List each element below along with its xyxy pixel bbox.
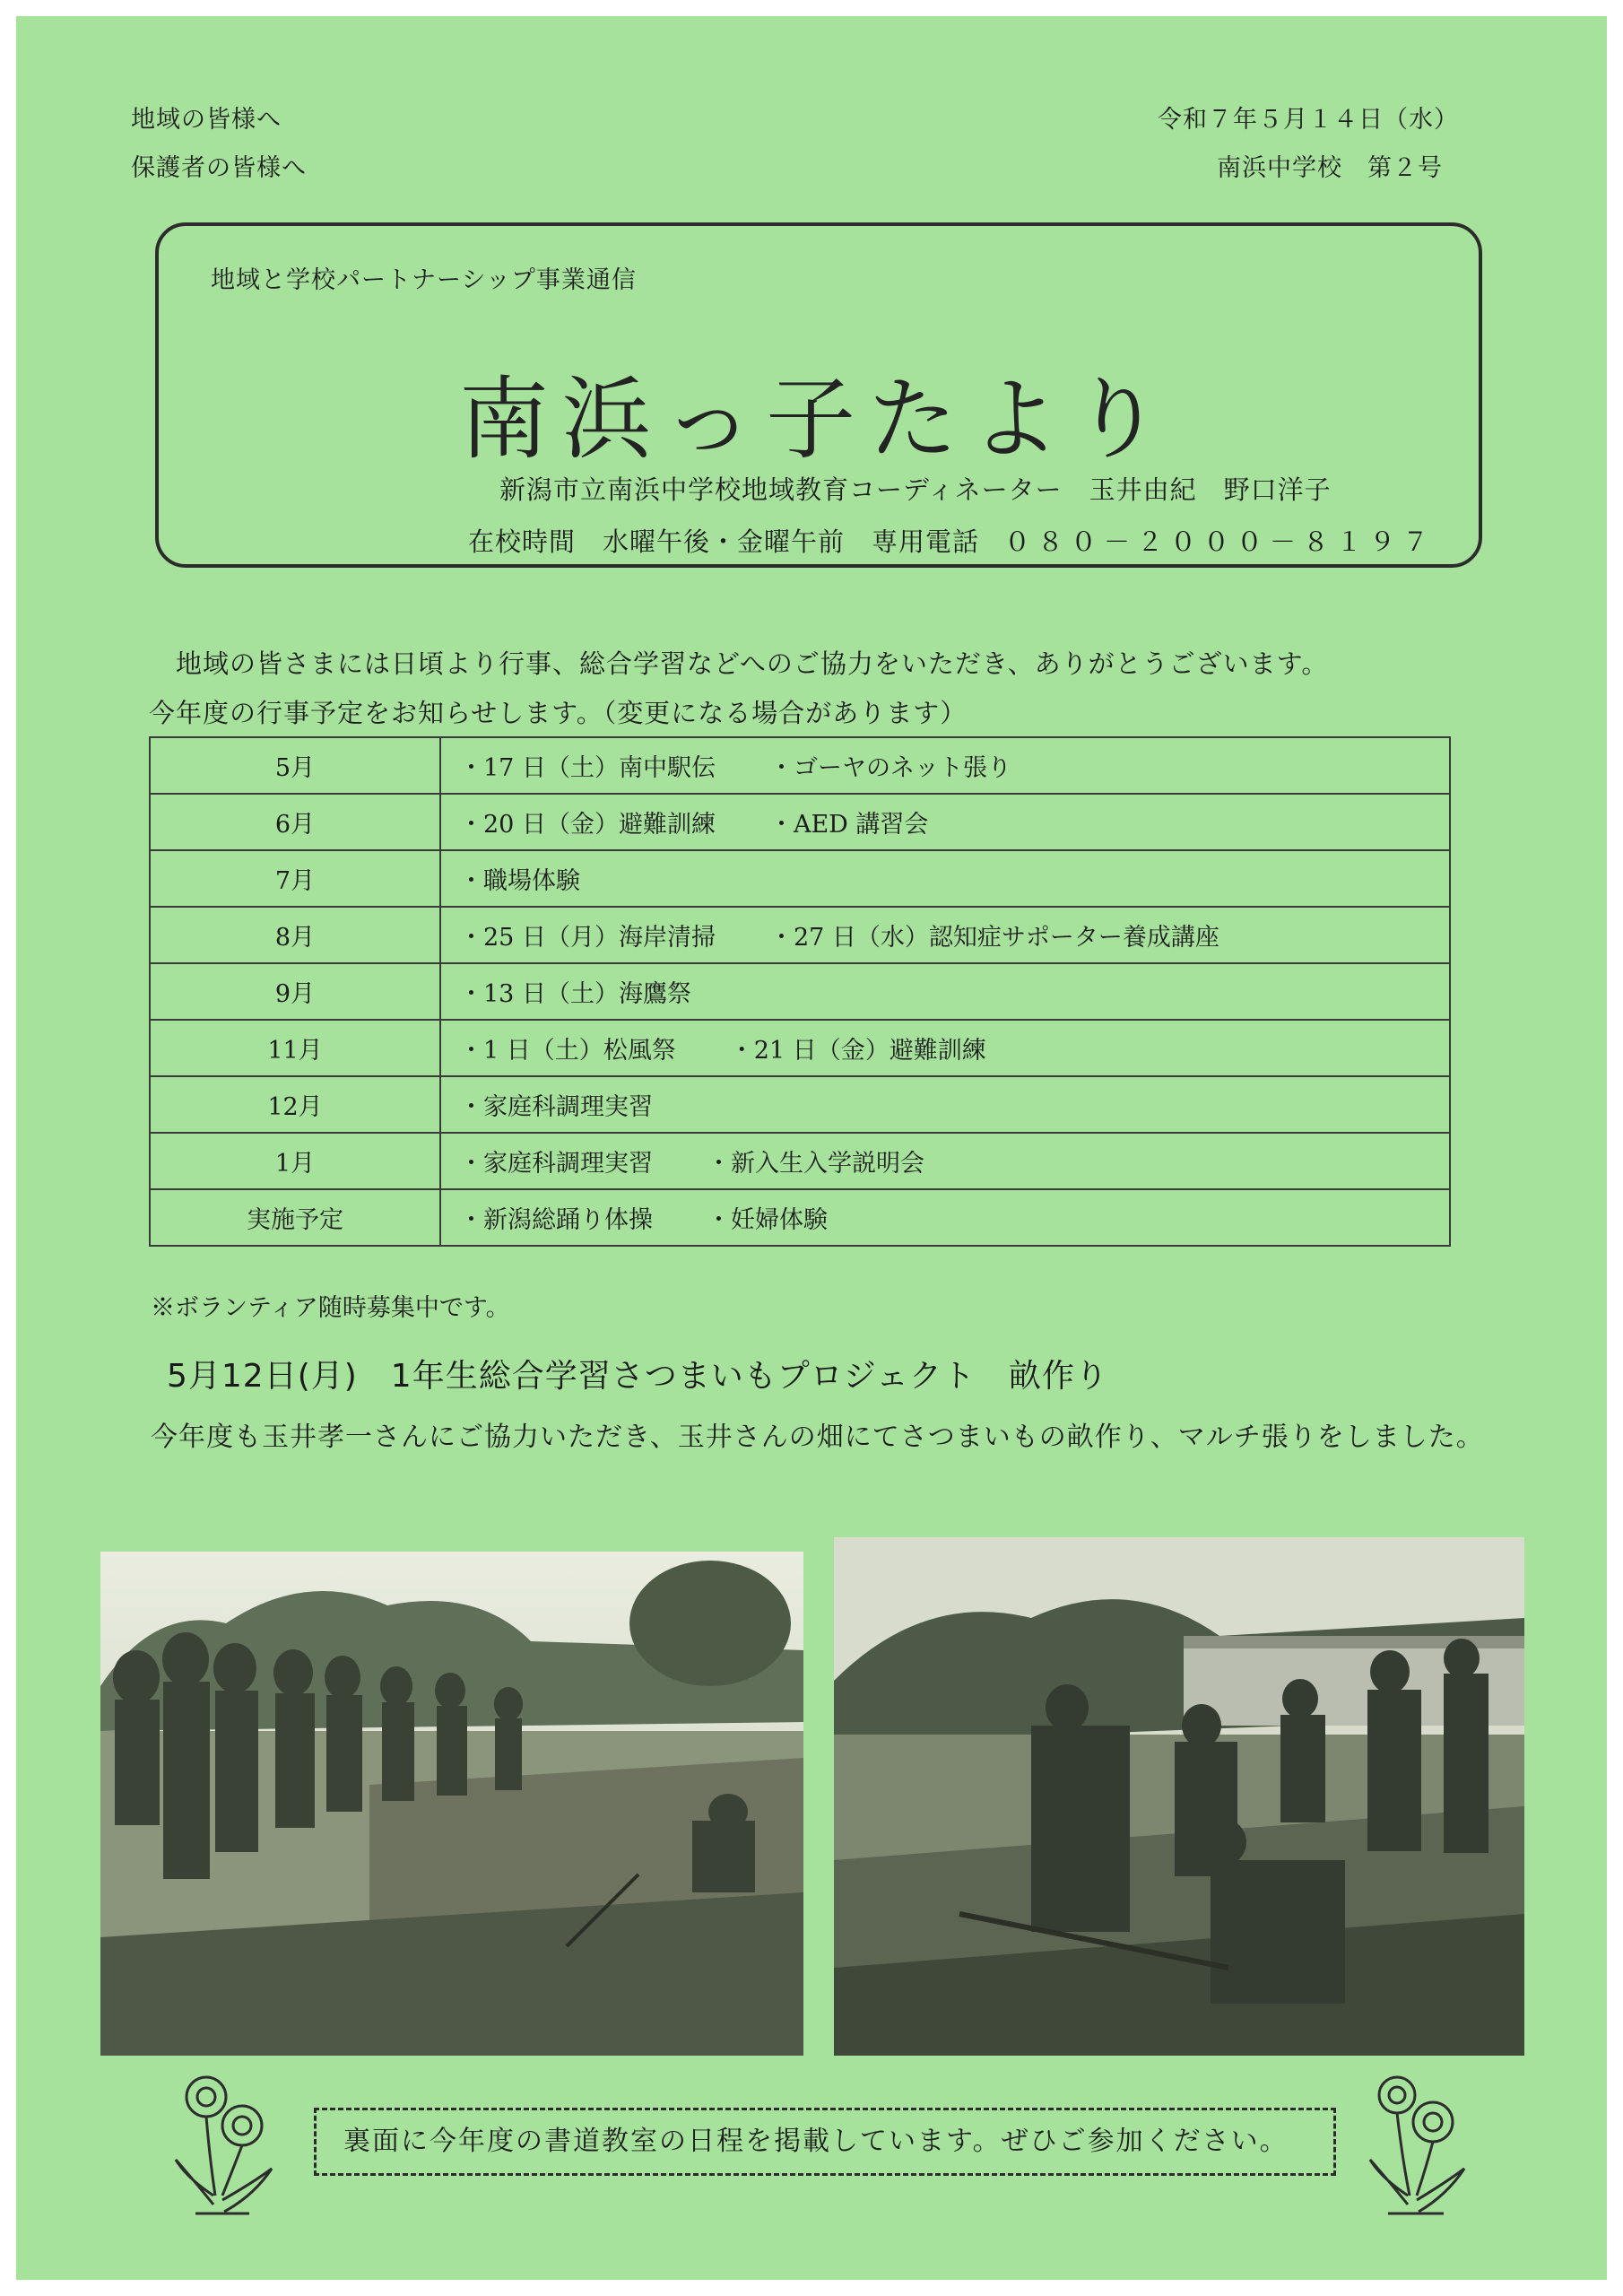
phone-number: ０８０－２０００－８１９７	[1004, 526, 1436, 557]
schedule-event: ・27 日（水）認知症サポーター養成講座	[768, 924, 1219, 952]
schedule-event: ・13 日（土）海鷹祭	[459, 980, 691, 1008]
schedule-month: 8月	[150, 907, 440, 963]
recipient-parents: 保護者の皆様へ	[131, 154, 307, 182]
coordinator-line: 新潟市立南浜中学校地域教育コーディネーター 玉井由紀 野口洋子	[499, 474, 1332, 505]
schedule-month: 12月	[150, 1076, 440, 1133]
schedule-events	[440, 850, 1450, 907]
photo-students-making-ridges	[834, 1537, 1524, 2056]
schedule-month: 5月	[150, 737, 440, 794]
schedule-row	[150, 1020, 1450, 1076]
schedule-event: ・21 日（金）避難訓練	[729, 1037, 986, 1065]
schedule-month: 6月	[150, 794, 440, 850]
schedule-row	[150, 1076, 1450, 1133]
field-demo-illustration	[100, 1552, 803, 2056]
schedule-event: ・職場体験	[459, 867, 580, 895]
schedule-event: ・家庭科調理実習	[459, 1150, 653, 1178]
recipient-community: 地域の皆様へ	[131, 106, 282, 134]
title-box	[155, 222, 1482, 568]
newsletter-page	[16, 16, 1607, 2280]
schedule-event: ・新入生入学説明会	[707, 1150, 924, 1178]
schedule-event: ・ゴーヤのネット張り	[768, 754, 1011, 782]
schedule-events	[440, 794, 1450, 850]
schedule-row	[150, 1189, 1450, 1246]
section-body: 今年度も玉井孝一さんにご協力いただき、玉井さんの畑にてさつまいもの畝作り、マルチ張りをしました。	[151, 1422, 1484, 1453]
schedule-event: ・1 日（土）松風祭	[459, 1037, 676, 1065]
schedule-event: ・17 日（土）南中駅伝	[459, 754, 716, 782]
photo-students-watching-demo	[100, 1552, 803, 2056]
schedule-row	[150, 1133, 1450, 1189]
schedule-event: ・AED 講習会	[768, 811, 929, 839]
section-title: 5月12日(月) 1年生総合学習さつまいもプロジェクト 畝作り	[167, 1358, 1108, 1395]
event-schedule-table	[149, 736, 1451, 1247]
schedule-events	[440, 1020, 1450, 1076]
schedule-month: 9月	[150, 963, 440, 1020]
schedule-events	[440, 1133, 1450, 1189]
contact-line	[468, 522, 1436, 559]
schedule-event: ・20 日（金）避難訓練	[459, 811, 716, 839]
dandelion-right-icon	[1361, 2070, 1469, 2222]
schedule-row	[150, 737, 1450, 794]
schedule-events	[440, 1076, 1450, 1133]
dandelion-left-icon	[169, 2070, 276, 2222]
newsletter-subtitle: 地域と学校パートナーシップ事業通信	[211, 266, 637, 294]
intro-line-1: 地域の皆さまには日頃より行事、総合学習などへのご協力をいただき、ありがとうございます。	[176, 648, 1329, 679]
schedule-row	[150, 794, 1450, 850]
schedule-event: ・25 日（月）海岸清掃	[459, 924, 716, 952]
schedule-event: ・家庭科調理実習	[459, 1093, 653, 1121]
schedule-row	[150, 907, 1450, 963]
schedule-month: 実施予定	[150, 1189, 440, 1246]
ridge-work-illustration	[834, 1537, 1524, 2056]
volunteer-note: ※ボランティア随時募集中です。	[151, 1294, 510, 1322]
schedule-row	[150, 963, 1450, 1020]
office-hours: 在校時間 水曜午後・金曜午前 専用電話	[468, 526, 980, 557]
intro-line-2: 今年度の行事予定をお知らせします。（変更になる場合があります）	[149, 698, 968, 728]
newsletter-title: 南浜っ子たより	[459, 367, 1175, 472]
schedule-events	[440, 963, 1450, 1020]
issue-number: 南浜中学校 第２号	[1217, 154, 1443, 182]
schedule-row	[150, 850, 1450, 907]
schedule-events	[440, 737, 1450, 794]
schedule-month: 11月	[150, 1020, 440, 1076]
schedule-month: 1月	[150, 1133, 440, 1189]
schedule-event: ・妊婦体験	[707, 1206, 828, 1234]
issue-date: 令和７年５月１４日（水）	[1158, 106, 1459, 134]
schedule-month: 7月	[150, 850, 440, 907]
schedule-events	[440, 1189, 1450, 1246]
schedule-event: ・新潟総踊り体操	[459, 1206, 653, 1234]
calligraphy-class-notice: 裏面に今年度の書道教室の日程を掲載しています。ぜひご参加ください。	[314, 2108, 1336, 2176]
schedule-events	[440, 907, 1450, 963]
